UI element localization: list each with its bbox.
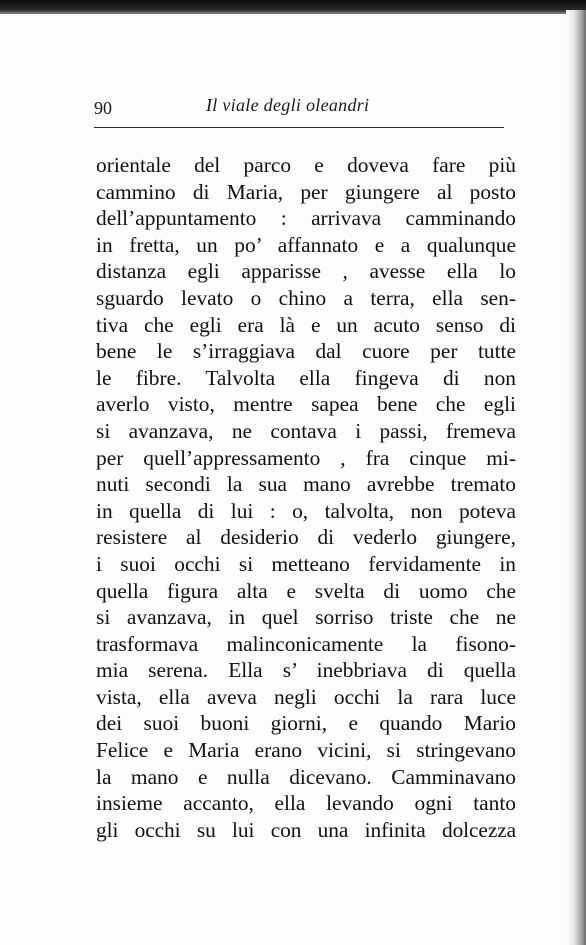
text-line-5: distanza egli apparisse , avesse ella lo (96, 259, 516, 284)
book-page (0, 14, 566, 945)
text-line-1: orientale del parco e doveva fare più (96, 153, 516, 177)
text-line-9: le fibre. Talvolta ella fingeva di non (96, 365, 516, 390)
text-line-8: bene le s’irraggiava dal cuore per tutte (96, 339, 516, 364)
text-line-7: tiva che egli era là e un acuto senso di (96, 312, 516, 337)
running-title: Il viale degli oleandri (206, 95, 370, 115)
text-line-2: cammino di Maria, per giungere al posto (96, 179, 516, 204)
text-line-24: la mano e nulla dicevano. Camminavano (96, 764, 516, 789)
text-line-21: vista, ella aveva negli occhi la rara luce (96, 684, 516, 709)
text-line-6: sguardo levato o chino a terra, ella sen- (96, 285, 516, 310)
text-line-19: trasformava malinconicamente la fisono- (96, 631, 516, 656)
text-line-22: dei suoi buoni giorni, e quando Mario (96, 711, 516, 736)
text-line-17: quella figura alta e svelta di uomo che (96, 578, 516, 603)
text-line-23: Felice e Maria erano vicini, si stringevano (96, 738, 516, 763)
scan-top-edge (0, 0, 586, 14)
text-line-3: dell’appuntamento : arrivava camminando (96, 206, 516, 231)
text-line-11: si avanzava, ne contava i passi, fremeva (96, 418, 516, 443)
text-line-12: per quell’appressamento , fra cinque mi- (96, 445, 516, 470)
text-line-25: insieme accanto, ella levando ogni tanto (96, 791, 516, 816)
header-rule (94, 127, 504, 128)
text-line-4: in fretta, un po’ affannato e a qualunque (96, 232, 516, 257)
text-line-16: i suoi occhi si metteano fervidamente in (96, 551, 516, 576)
page-number: 90 (94, 98, 112, 118)
text-line-13: nuti secondi la sua mano avrebbe tremato (96, 472, 516, 497)
body-text (96, 152, 516, 843)
text-line-15: resistere al desiderio di vederlo giungere, (96, 525, 516, 550)
text-line-20: mia serena. Ella s’ inebbriava di quella (96, 658, 516, 683)
book-spine-edge (566, 10, 586, 945)
text-line-18: si avanzava, in quel sorriso triste che ne (96, 605, 516, 630)
text-line-26: gli occhi su lui con una infinita dolcezza (96, 817, 516, 842)
text-line-10: averlo visto, mentre sapea bene che egli (96, 392, 516, 417)
text-line-14: in quella di lui : o, talvolta, non poteva (96, 498, 516, 523)
